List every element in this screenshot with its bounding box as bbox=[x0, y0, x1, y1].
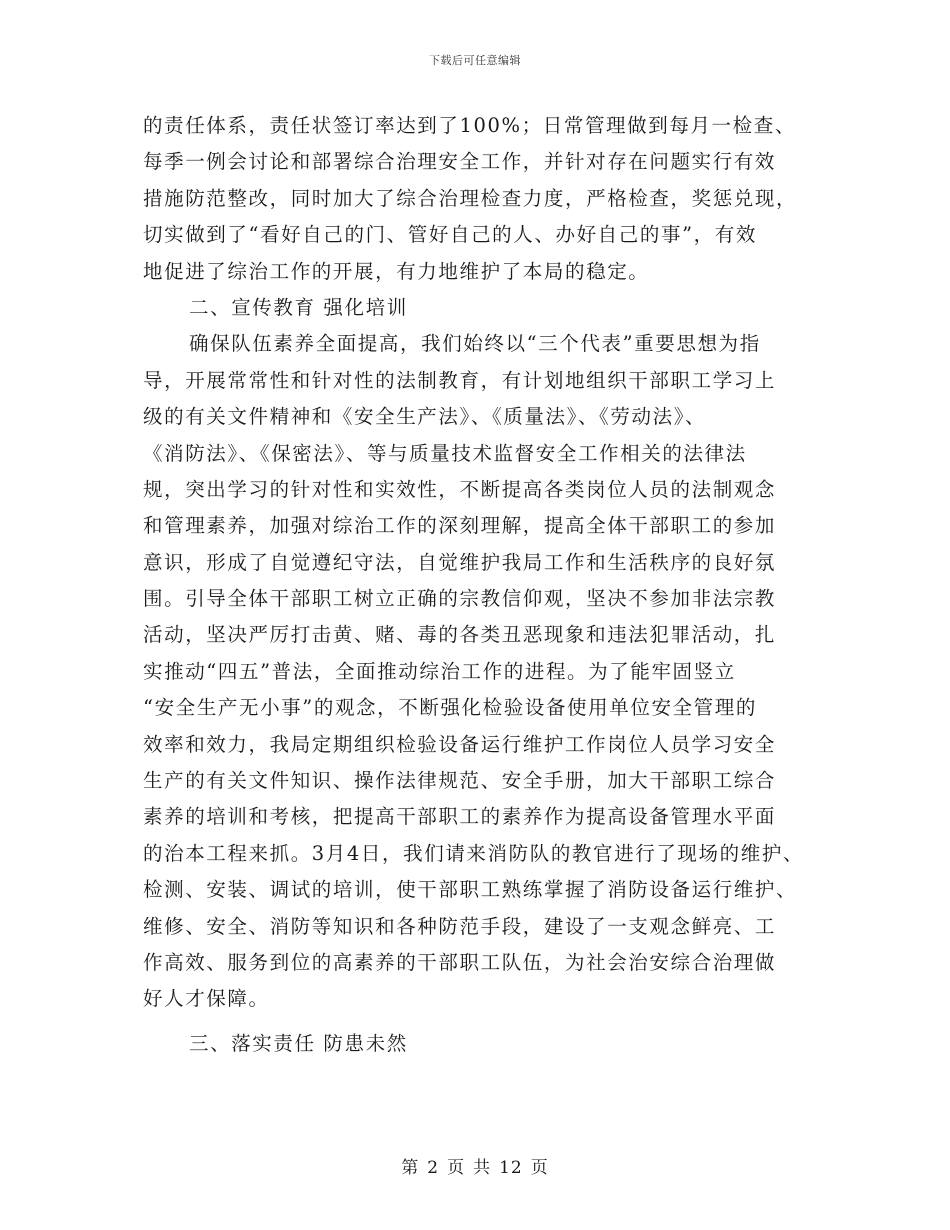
text-line: 规，突出学习的针对性和实效性，不断提高各类岗位人员的法制观念 bbox=[143, 477, 777, 501]
section-heading: 三、落实责任 防患未然 bbox=[189, 1031, 408, 1055]
text-line: 的责任体系，责任状签订率达到了100%；日常管理做到每月一检查、 bbox=[143, 114, 796, 137]
text-line: 每季一例会讨论和部署综合治理安全工作，并针对存在问题实行有效 bbox=[143, 150, 777, 174]
text-line: 切实做到了“看好自己的门、管好自己的人、办好自己的事”，有效 bbox=[143, 223, 757, 247]
text-line: 《消防法》、《保密法》、等与质量技术监督安全工作相关的法律法 bbox=[143, 441, 747, 465]
text-line: 确保队伍素养全面提高，我们始终以“三个代表”重要思想为指 bbox=[189, 332, 761, 356]
text-line: 检测、安装、调试的培训，使干部职工熟练掌握了消防设备运行维护、 bbox=[143, 878, 798, 902]
text-line: 效率和效力，我局定期组织检验设备运行维护工作岗位人员学习安全 bbox=[143, 732, 777, 756]
text-line: 的治本工程来抓。3月4日，我们请来消防队的教官进行了现场的维护、 bbox=[143, 841, 805, 865]
text-line: “安全生产无小事”的观念，不断强化检验设备使用单位安全管理的 bbox=[143, 696, 757, 720]
page-header: 下载后可任意编辑 bbox=[429, 54, 521, 67]
text-line: 地促进了综治工作的开展，有力地维护了本局的稳定。 bbox=[143, 259, 650, 283]
text-line: 和管理素养，加强对综治工作的深刻理解，提高全体干部职工的参加 bbox=[143, 514, 777, 538]
text-line: 好人才保障。 bbox=[143, 987, 270, 1011]
text-line: 维修、安全、消防等知识和各种防范手段，建设了一支观念鲜亮、工 bbox=[143, 914, 777, 938]
text-line: 级的有关文件精神和《安全生产法》、《质量法》、《劳动法》、 bbox=[143, 405, 707, 429]
footer-label-ye: 页 bbox=[447, 1158, 466, 1178]
text-line: 生产的有关文件知识、操作法律规范、安全手册，加大干部职工综合 bbox=[143, 769, 777, 793]
document-body bbox=[143, 108, 833, 1062]
text-line: 围。引导全体干部职工树立正确的宗教信仰观，坚决不参加非法宗教 bbox=[143, 587, 777, 611]
page-footer bbox=[0, 1153, 950, 1178]
footer-label-ye2: 页 bbox=[530, 1158, 549, 1178]
text-line: 意识，形成了自觉遵纪守法，自觉维护我局工作和生活秩序的良好氛 bbox=[143, 550, 777, 574]
text-line: 实推动“四五”普法，全面推动综治工作的进程。为了能牢固竖立 bbox=[143, 659, 736, 683]
footer-current-page: 2 bbox=[427, 1158, 440, 1178]
footer-total-pages: 12 bbox=[499, 1158, 523, 1178]
text-line: 作高效、服务到位的高素养的干部职工队伍，为社会治安综合治理做 bbox=[143, 950, 777, 974]
section-heading: 二、宣传教育 强化培训 bbox=[189, 295, 408, 319]
text-line: 活动，坚决严厉打击黄、赌、毒的各类丑恶现象和违法犯罪活动，扎 bbox=[143, 623, 777, 647]
text-line: 措施防范整改，同时加大了综合治理检查力度，严格检查，奖惩兑现， bbox=[143, 186, 798, 210]
footer-label-di: 第 bbox=[401, 1158, 420, 1178]
text-line: 素养的培训和考核，把提高干部职工的素养作为提高设备管理水平面 bbox=[143, 805, 777, 829]
text-line: 导，开展常常性和针对性的法制教育，有计划地组织干部职工学习上 bbox=[143, 368, 777, 392]
footer-label-gong: 共 bbox=[473, 1158, 492, 1178]
